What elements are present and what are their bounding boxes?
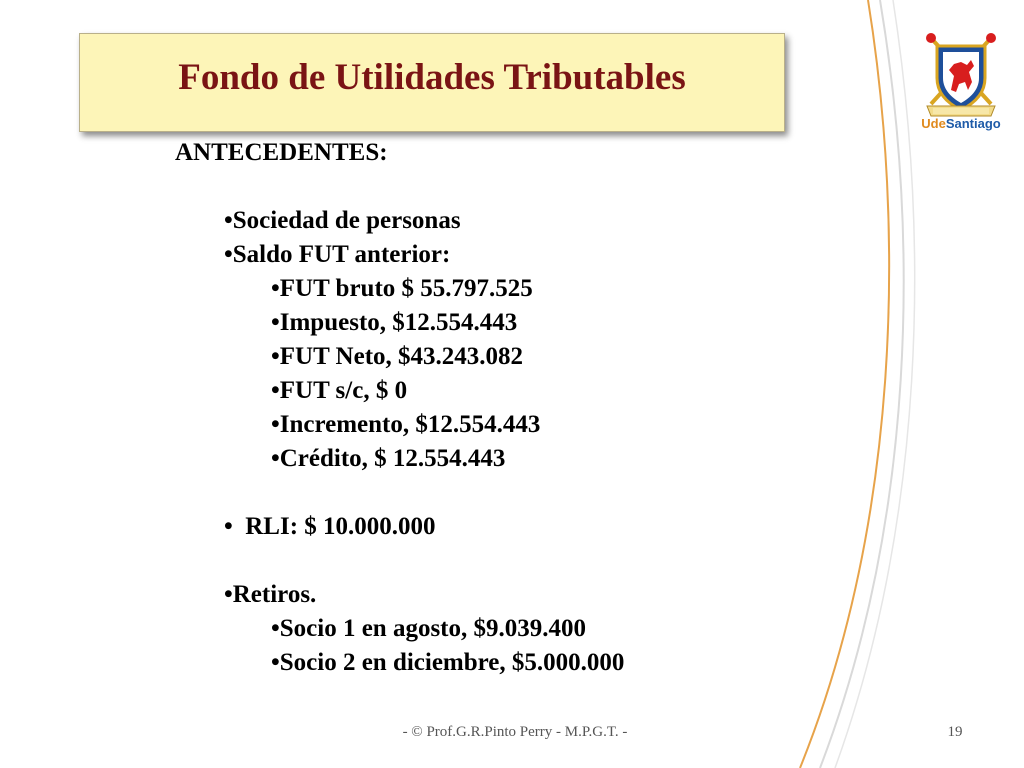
bullet-item: •Saldo FUT anterior: [224, 241, 451, 268]
sub-bullet-item: •Socio 2 en diciembre, $5.000.000 [271, 649, 625, 676]
footer-text: - © Prof.G.R.Pinto Perry - M.P.G.T. - [402, 724, 628, 740]
sub-bullet-item: •FUT s/c, $ 0 [271, 377, 408, 404]
university-logo-text: UdeSantiago [921, 116, 1001, 131]
sub-bullet-item: •Socio 1 en agosto, $9.039.400 [271, 615, 587, 642]
sub-bullet-item: •Crédito, $ 12.554.443 [271, 445, 506, 472]
sub-bullet-item: •FUT bruto $ 55.797.525 [271, 275, 533, 302]
sub-bullet-item: •Impuesto, $12.554.443 [271, 309, 518, 336]
bullet-item: • RLI: $ 10.000.000 [224, 513, 436, 540]
title-box [79, 33, 785, 132]
bullet-item: •Sociedad de personas [224, 207, 461, 234]
sub-bullet-item: •FUT Neto, $43.243.082 [271, 343, 524, 370]
page-title: Fondo de Utilidades Tributables [178, 57, 686, 98]
sub-bullet-item: •Incremento, $12.554.443 [271, 411, 541, 438]
page-number: 19 [947, 724, 963, 740]
section-heading: ANTECEDENTES: [175, 139, 388, 166]
bullet-item: •Retiros. [224, 581, 317, 608]
